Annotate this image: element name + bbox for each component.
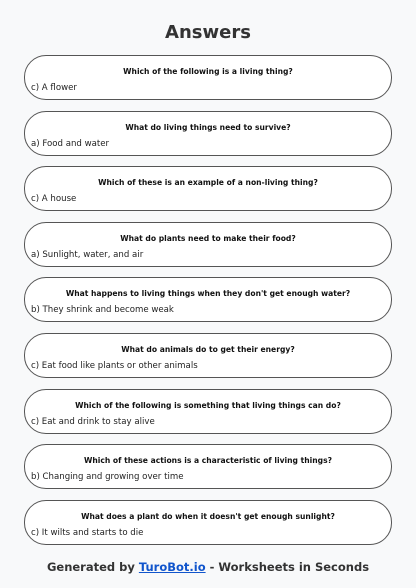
turobot-link[interactable]: TuroBot.io: [138, 560, 206, 574]
question-text: Which of these actions is a characteristic of living things?: [83, 456, 333, 466]
answer-text: a) Food and water: [31, 138, 110, 149]
answer-text: c) A flower: [31, 83, 77, 93]
answer-card: [24, 166, 392, 211]
question-text: Which of these is an example of a non-living thing?: [98, 178, 318, 188]
answer-text: b) They shrink and become weak: [31, 305, 174, 316]
answer-text: c) Eat food like plants or other animals: [31, 360, 198, 371]
answer-card: [24, 55, 392, 100]
answer-text: c) A house: [31, 194, 77, 205]
footer: [0, 560, 416, 574]
question-text: What do animals do to get their energy?: [121, 344, 295, 354]
answer-text: c) It wilts and starts to die: [31, 527, 144, 538]
answer-text: c) Eat and drink to stay alive: [31, 416, 155, 427]
question-text: Which of the following is something that living things can do?: [75, 400, 341, 410]
footer-prefix: Generated by: [46, 560, 139, 574]
answer-card: [24, 277, 392, 322]
answer-list: [24, 55, 392, 555]
question-text: What do plants need to make their food?: [120, 233, 296, 243]
answer-card: [24, 500, 392, 545]
answer-card: [24, 111, 392, 156]
answer-text: a) Sunlight, water, and air: [31, 249, 144, 260]
question-text: What does a plant do when it doesn't get enough sunlight?: [81, 511, 335, 521]
question-text: What do living things need to survive?: [125, 122, 291, 132]
question-text: Which of the following is a living thing?: [123, 67, 293, 76]
answer-text: b) Changing and growing over time: [31, 472, 184, 483]
question-text: What happens to living things when they don't get enough water?: [65, 289, 351, 299]
answer-card: [24, 444, 392, 489]
answer-card: [24, 222, 392, 267]
footer-suffix: - Worksheets in Seconds: [205, 560, 370, 574]
answer-card: [24, 333, 392, 378]
page-title: Answers: [165, 22, 251, 43]
answer-card: [24, 389, 392, 434]
